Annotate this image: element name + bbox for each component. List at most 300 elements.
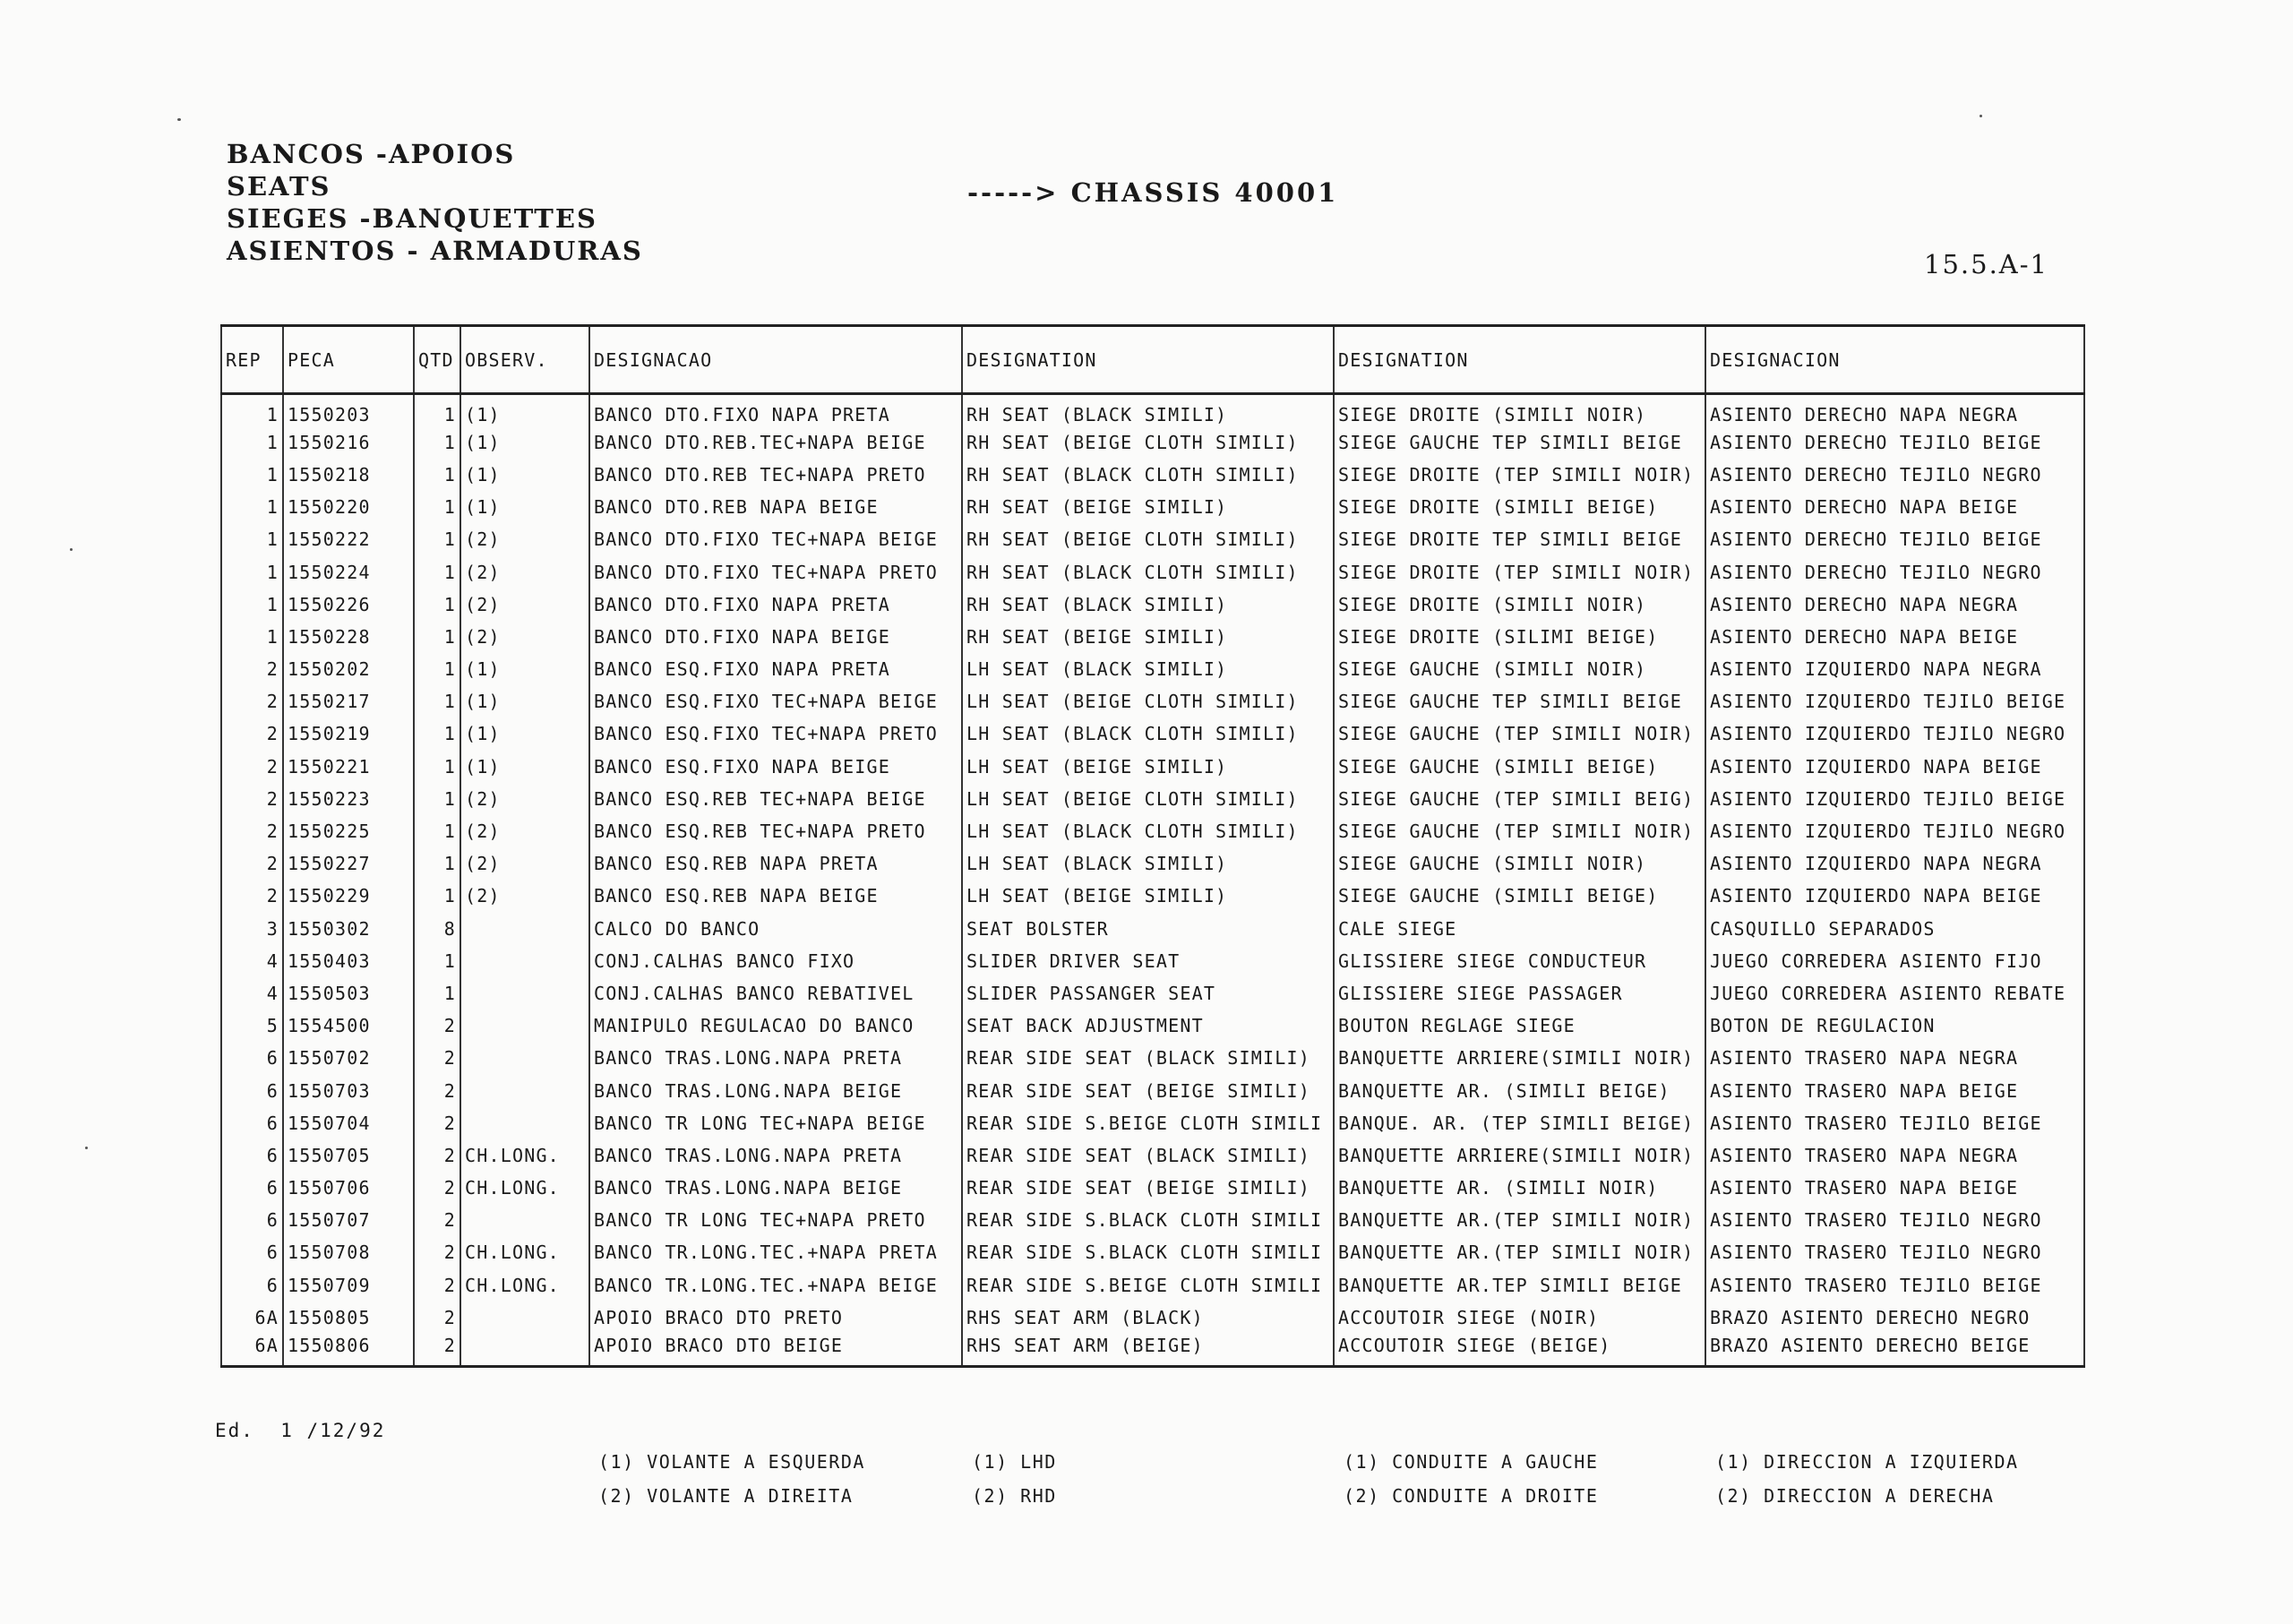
- cell-observ: [460, 1302, 589, 1334]
- title-pt: BANCOS -APOIOS: [227, 139, 516, 169]
- cell-designation-fr: BANQUETTE AR. (SIMILI NOIR): [1334, 1172, 1705, 1204]
- cell-rep: 4: [221, 945, 283, 977]
- cell-rep: 6: [221, 1107, 283, 1139]
- cell-qtd: 1: [414, 555, 460, 588]
- cell-designation-fr: ACCOUTOIR SIEGE (BEIGE): [1334, 1334, 1705, 1366]
- cell-designation-en: RH SEAT (BEIGE CLOTH SIMILI): [962, 523, 1334, 555]
- cell-rep: 6A: [221, 1334, 283, 1366]
- cell-rep: 6: [221, 1204, 283, 1236]
- cell-designacao-pt: BANCO DTO.FIXO TEC+NAPA BEIGE: [589, 523, 962, 555]
- cell-observ: (2): [460, 783, 589, 815]
- cell-qtd: 1: [414, 653, 460, 685]
- cell-peca: 1550228: [283, 621, 414, 653]
- cell-rep: 6: [221, 1139, 283, 1172]
- cell-designation-en: RH SEAT (BEIGE SIMILI): [962, 621, 1334, 653]
- cell-peca: 1550203: [283, 394, 414, 426]
- cell-designacion-es: ASIENTO TRASERO NAPA NEGRA: [1705, 1042, 2084, 1074]
- cell-designacion-es: JUEGO CORREDERA ASIENTO REBATE: [1705, 977, 2084, 1010]
- cell-observ: [460, 1010, 589, 1042]
- legend-fr-1: (1) CONDUITE A GAUCHE: [1344, 1451, 1599, 1473]
- cell-peca: 1550503: [283, 977, 414, 1010]
- cell-observ: (1): [460, 717, 589, 750]
- cell-designation-en: SEAT BACK ADJUSTMENT: [962, 1010, 1334, 1042]
- cell-peca: 1550709: [283, 1269, 414, 1302]
- cell-peca: 1550227: [283, 847, 414, 880]
- cell-designation-en: LH SEAT (BEIGE SIMILI): [962, 751, 1334, 783]
- table-row: [221, 589, 2084, 621]
- cell-designacao-pt: BANCO DTO.REB NAPA BEIGE: [589, 491, 962, 523]
- legend-en-2: (2) RHD: [972, 1485, 1057, 1507]
- cell-designacion-es: ASIENTO DERECHO NAPA BEIGE: [1705, 491, 2084, 523]
- cell-observ: (1): [460, 653, 589, 685]
- cell-peca: 1550702: [283, 1042, 414, 1074]
- table-row: [221, 459, 2084, 491]
- cell-rep: 5: [221, 1010, 283, 1042]
- cell-observ: [460, 1042, 589, 1074]
- cell-designation-en: REAR SIDE SEAT (BLACK SIMILI): [962, 1042, 1334, 1074]
- cell-observ: CH.LONG.: [460, 1236, 589, 1268]
- edition-date: Ed. 1 /12/92: [215, 1420, 386, 1441]
- scan-speck: [70, 548, 73, 551]
- table-header-row: [221, 326, 2084, 394]
- cell-observ: (2): [460, 847, 589, 880]
- cell-designacion-es: BRAZO ASIENTO DERECHO BEIGE: [1705, 1334, 2084, 1366]
- table-row: [221, 523, 2084, 555]
- cell-observ: [460, 945, 589, 977]
- cell-designacao-pt: CONJ.CALHAS BANCO FIXO: [589, 945, 962, 977]
- cell-qtd: 2: [414, 1172, 460, 1204]
- col-header-designation-fr: DESIGNATION: [1334, 326, 1705, 394]
- cell-designation-en: LH SEAT (BEIGE CLOTH SIMILI): [962, 783, 1334, 815]
- cell-rep: 1: [221, 589, 283, 621]
- table-row: [221, 555, 2084, 588]
- cell-qtd: 2: [414, 1107, 460, 1139]
- cell-rep: 1: [221, 459, 283, 491]
- col-header-designation-en: DESIGNATION: [962, 326, 1334, 394]
- table-row: [221, 685, 2084, 717]
- cell-designacao-pt: BANCO DTO.REB.TEC+NAPA BEIGE: [589, 426, 962, 459]
- cell-qtd: 1: [414, 426, 460, 459]
- cell-observ: CH.LONG.: [460, 1139, 589, 1172]
- cell-qtd: 1: [414, 523, 460, 555]
- scan-speck: [1980, 115, 1982, 117]
- parts-table: [220, 324, 2085, 1368]
- table-row: [221, 1042, 2084, 1074]
- cell-designation-en: LH SEAT (BLACK SIMILI): [962, 653, 1334, 685]
- table-row: [221, 945, 2084, 977]
- cell-designacion-es: ASIENTO DERECHO TEJILO NEGRO: [1705, 459, 2084, 491]
- cell-designacao-pt: APOIO BRACO DTO BEIGE: [589, 1334, 962, 1366]
- cell-designacion-es: ASIENTO IZQUIERDO TEJILO NEGRO: [1705, 717, 2084, 750]
- chassis-label: -----> CHASSIS 40001: [967, 177, 1339, 208]
- cell-designation-fr: GLISSIERE SIEGE PASSAGER: [1334, 977, 1705, 1010]
- table-body: [221, 394, 2084, 1367]
- cell-designation-en: RH SEAT (BLACK CLOTH SIMILI): [962, 459, 1334, 491]
- table-row: [221, 751, 2084, 783]
- cell-rep: 2: [221, 783, 283, 815]
- cell-designation-fr: SIEGE GAUCHE (TEP SIMILI BEIG): [1334, 783, 1705, 815]
- cell-rep: 6: [221, 1074, 283, 1106]
- legend-pt-1: (1) VOLANTE A ESQUERDA: [598, 1451, 865, 1473]
- cell-designation-en: SLIDER PASSANGER SEAT: [962, 977, 1334, 1010]
- cell-designacao-pt: BANCO TRAS.LONG.NAPA PRETA: [589, 1042, 962, 1074]
- table-row: [221, 1334, 2084, 1366]
- cell-qtd: 2: [414, 1302, 460, 1334]
- table-row: [221, 783, 2084, 815]
- cell-designacion-es: JUEGO CORREDERA ASIENTO FIJO: [1705, 945, 2084, 977]
- cell-designacion-es: ASIENTO IZQUIERDO TEJILO NEGRO: [1705, 815, 2084, 847]
- cell-qtd: 1: [414, 459, 460, 491]
- table-row: [221, 653, 2084, 685]
- cell-observ: (1): [460, 459, 589, 491]
- cell-rep: 2: [221, 751, 283, 783]
- cell-designacao-pt: CALCO DO BANCO: [589, 913, 962, 945]
- cell-peca: 1550224: [283, 555, 414, 588]
- cell-designacao-pt: BANCO TR.LONG.TEC.+NAPA PRETA: [589, 1236, 962, 1268]
- cell-designacao-pt: BANCO ESQ.REB NAPA PRETA: [589, 847, 962, 880]
- cell-designation-en: LH SEAT (BEIGE CLOTH SIMILI): [962, 685, 1334, 717]
- cell-qtd: 2: [414, 1010, 460, 1042]
- cell-peca: 1550229: [283, 880, 414, 912]
- table-row: [221, 1302, 2084, 1334]
- cell-observ: [460, 1334, 589, 1366]
- cell-designation-fr: BANQUETTE AR.(TEP SIMILI NOIR): [1334, 1204, 1705, 1236]
- cell-rep: 6: [221, 1172, 283, 1204]
- cell-designacao-pt: MANIPULO REGULACAO DO BANCO: [589, 1010, 962, 1042]
- cell-qtd: 1: [414, 685, 460, 717]
- cell-peca: 1550706: [283, 1172, 414, 1204]
- cell-designacao-pt: APOIO BRACO DTO PRETO: [589, 1302, 962, 1334]
- cell-observ: [460, 977, 589, 1010]
- cell-rep: 2: [221, 717, 283, 750]
- cell-rep: 1: [221, 426, 283, 459]
- cell-designation-en: RH SEAT (BLACK SIMILI): [962, 589, 1334, 621]
- cell-designation-en: REAR SIDE SEAT (BLACK SIMILI): [962, 1139, 1334, 1172]
- cell-designation-en: RH SEAT (BLACK CLOTH SIMILI): [962, 555, 1334, 588]
- table-row: [221, 717, 2084, 750]
- scan-speck: [85, 1147, 88, 1149]
- cell-observ: (1): [460, 394, 589, 426]
- cell-rep: 6: [221, 1042, 283, 1074]
- cell-designacao-pt: BANCO ESQ.FIXO TEC+NAPA PRETO: [589, 717, 962, 750]
- cell-designation-fr: BANQUETTE AR. (SIMILI BEIGE): [1334, 1074, 1705, 1106]
- cell-peca: 1550805: [283, 1302, 414, 1334]
- cell-designacao-pt: BANCO TR.LONG.TEC.+NAPA BEIGE: [589, 1269, 962, 1302]
- legend-en-1: (1) LHD: [972, 1451, 1057, 1473]
- cell-designacion-es: ASIENTO TRASERO TEJILO BEIGE: [1705, 1269, 2084, 1302]
- col-header-designacion-es: DESIGNACION: [1705, 326, 2084, 394]
- cell-designation-fr: SIEGE DROITE TEP SIMILI BEIGE: [1334, 523, 1705, 555]
- cell-rep: 2: [221, 685, 283, 717]
- cell-designation-fr: SIEGE DROITE (TEP SIMILI NOIR): [1334, 555, 1705, 588]
- cell-designacao-pt: BANCO DTO.FIXO NAPA PRETA: [589, 394, 962, 426]
- cell-peca: 1550223: [283, 783, 414, 815]
- cell-designacion-es: ASIENTO IZQUIERDO NAPA NEGRA: [1705, 847, 2084, 880]
- cell-peca: 1550217: [283, 685, 414, 717]
- cell-qtd: 8: [414, 913, 460, 945]
- cell-designacion-es: ASIENTO IZQUIERDO NAPA BEIGE: [1705, 751, 2084, 783]
- cell-qtd: 2: [414, 1139, 460, 1172]
- cell-designacao-pt: BANCO ESQ.REB TEC+NAPA PRETO: [589, 815, 962, 847]
- cell-designation-en: REAR SIDE S.BLACK CLOTH SIMILI: [962, 1204, 1334, 1236]
- cell-peca: 1550226: [283, 589, 414, 621]
- cell-designation-en: RH SEAT (BLACK SIMILI): [962, 394, 1334, 426]
- cell-designacao-pt: CONJ.CALHAS BANCO REBATIVEL: [589, 977, 962, 1010]
- cell-designation-fr: SIEGE DROITE (SILIMI BEIGE): [1334, 621, 1705, 653]
- cell-designacion-es: ASIENTO DERECHO NAPA NEGRA: [1705, 589, 2084, 621]
- table-row: [221, 815, 2084, 847]
- cell-peca: 1554500: [283, 1010, 414, 1042]
- cell-peca: 1550708: [283, 1236, 414, 1268]
- cell-designacao-pt: BANCO TR LONG TEC+NAPA PRETO: [589, 1204, 962, 1236]
- cell-peca: 1550222: [283, 523, 414, 555]
- cell-designation-fr: SIEGE GAUCHE (SIMILI BEIGE): [1334, 880, 1705, 912]
- cell-designacion-es: ASIENTO TRASERO TEJILO NEGRO: [1705, 1236, 2084, 1268]
- cell-designation-fr: BANQUETTE AR.TEP SIMILI BEIGE: [1334, 1269, 1705, 1302]
- cell-rep: 6A: [221, 1302, 283, 1334]
- cell-designation-fr: SIEGE GAUCHE TEP SIMILI BEIGE: [1334, 426, 1705, 459]
- cell-designation-en: LH SEAT (BLACK SIMILI): [962, 847, 1334, 880]
- cell-designacion-es: ASIENTO IZQUIERDO TEJILO BEIGE: [1705, 685, 2084, 717]
- cell-peca: 1550302: [283, 913, 414, 945]
- cell-observ: (2): [460, 815, 589, 847]
- cell-observ: [460, 1074, 589, 1106]
- cell-qtd: 2: [414, 1074, 460, 1106]
- cell-designation-en: SLIDER DRIVER SEAT: [962, 945, 1334, 977]
- cell-designacion-es: ASIENTO TRASERO TEJILO BEIGE: [1705, 1107, 2084, 1139]
- cell-designation-fr: BOUTON REGLAGE SIEGE: [1334, 1010, 1705, 1042]
- cell-designation-en: LH SEAT (BEIGE SIMILI): [962, 880, 1334, 912]
- table-row: [221, 913, 2084, 945]
- title-fr: SIEGES -BANQUETTES: [227, 203, 597, 234]
- table-row: [221, 394, 2084, 426]
- cell-designacao-pt: BANCO TRAS.LONG.NAPA BEIGE: [589, 1172, 962, 1204]
- cell-peca: 1550220: [283, 491, 414, 523]
- cell-rep: 1: [221, 394, 283, 426]
- cell-observ: (2): [460, 523, 589, 555]
- cell-qtd: 1: [414, 621, 460, 653]
- table-row: [221, 426, 2084, 459]
- cell-qtd: 1: [414, 977, 460, 1010]
- cell-rep: 3: [221, 913, 283, 945]
- cell-qtd: 1: [414, 815, 460, 847]
- cell-designation-fr: SIEGE DROITE (SIMILI NOIR): [1334, 589, 1705, 621]
- cell-peca: 1550202: [283, 653, 414, 685]
- cell-designation-fr: GLISSIERE SIEGE CONDUCTEUR: [1334, 945, 1705, 977]
- cell-observ: (2): [460, 621, 589, 653]
- cell-designation-fr: SIEGE GAUCHE (SIMILI NOIR): [1334, 653, 1705, 685]
- cell-peca: 1550216: [283, 426, 414, 459]
- cell-designation-fr: SIEGE GAUCHE TEP SIMILI BEIGE: [1334, 685, 1705, 717]
- cell-peca: 1550704: [283, 1107, 414, 1139]
- page-reference: 15.5.A-1: [1924, 249, 2048, 279]
- cell-qtd: 1: [414, 847, 460, 880]
- cell-designacao-pt: BANCO DTO.FIXO NAPA BEIGE: [589, 621, 962, 653]
- legend-pt-2: (2) VOLANTE A DIREITA: [598, 1485, 854, 1507]
- table-row: [221, 621, 2084, 653]
- cell-designation-en: LH SEAT (BLACK CLOTH SIMILI): [962, 717, 1334, 750]
- cell-designacion-es: ASIENTO TRASERO NAPA NEGRA: [1705, 1139, 2084, 1172]
- col-header-observ: OBSERV.: [460, 326, 589, 394]
- col-header-qtd: QTD: [414, 326, 460, 394]
- cell-designation-en: REAR SIDE SEAT (BEIGE SIMILI): [962, 1074, 1334, 1106]
- cell-qtd: 2: [414, 1269, 460, 1302]
- cell-qtd: 1: [414, 945, 460, 977]
- cell-rep: 2: [221, 815, 283, 847]
- cell-designation-en: REAR SIDE SEAT (BEIGE SIMILI): [962, 1172, 1334, 1204]
- cell-rep: 1: [221, 555, 283, 588]
- cell-rep: 2: [221, 880, 283, 912]
- cell-observ: CH.LONG.: [460, 1172, 589, 1204]
- cell-qtd: 2: [414, 1042, 460, 1074]
- cell-qtd: 1: [414, 880, 460, 912]
- cell-designacion-es: ASIENTO IZQUIERDO TEJILO BEIGE: [1705, 783, 2084, 815]
- table-row: [221, 880, 2084, 912]
- cell-peca: 1550403: [283, 945, 414, 977]
- cell-rep: 6: [221, 1269, 283, 1302]
- table-row: [221, 1139, 2084, 1172]
- col-header-rep: REP: [221, 326, 283, 394]
- table-row: [221, 1269, 2084, 1302]
- cell-designation-en: RH SEAT (BEIGE SIMILI): [962, 491, 1334, 523]
- cell-peca: 1550707: [283, 1204, 414, 1236]
- cell-designacion-es: ASIENTO IZQUIERDO NAPA NEGRA: [1705, 653, 2084, 685]
- cell-designacion-es: ASIENTO DERECHO NAPA BEIGE: [1705, 621, 2084, 653]
- cell-peca: 1550219: [283, 717, 414, 750]
- cell-rep: 2: [221, 847, 283, 880]
- cell-observ: (1): [460, 685, 589, 717]
- table-row: [221, 1236, 2084, 1268]
- cell-designacao-pt: BANCO TRAS.LONG.NAPA BEIGE: [589, 1074, 962, 1106]
- cell-designation-fr: SIEGE GAUCHE (SIMILI BEIGE): [1334, 751, 1705, 783]
- cell-rep: 1: [221, 621, 283, 653]
- cell-designation-fr: CALE SIEGE: [1334, 913, 1705, 945]
- cell-observ: (2): [460, 555, 589, 588]
- cell-designation-fr: SIEGE GAUCHE (SIMILI NOIR): [1334, 847, 1705, 880]
- cell-designation-en: LH SEAT (BLACK CLOTH SIMILI): [962, 815, 1334, 847]
- legend-es-1: (1) DIRECCION A IZQUIERDA: [1715, 1451, 2019, 1473]
- cell-designation-fr: SIEGE DROITE (SIMILI NOIR): [1334, 394, 1705, 426]
- cell-peca: 1550806: [283, 1334, 414, 1366]
- cell-qtd: 2: [414, 1204, 460, 1236]
- cell-designacao-pt: BANCO DTO.FIXO TEC+NAPA PRETO: [589, 555, 962, 588]
- cell-designation-en: REAR SIDE S.BEIGE CLOTH SIMILI: [962, 1107, 1334, 1139]
- cell-rep: 4: [221, 977, 283, 1010]
- table-row: [221, 491, 2084, 523]
- cell-designation-fr: SIEGE DROITE (SIMILI BEIGE): [1334, 491, 1705, 523]
- cell-peca: 1550703: [283, 1074, 414, 1106]
- cell-designation-en: REAR SIDE S.BEIGE CLOTH SIMILI: [962, 1269, 1334, 1302]
- cell-designacion-es: CASQUILLO SEPARADOS: [1705, 913, 2084, 945]
- cell-designation-fr: ACCOUTOIR SIEGE (NOIR): [1334, 1302, 1705, 1334]
- cell-designation-fr: BANQUE. AR. (TEP SIMILI BEIGE): [1334, 1107, 1705, 1139]
- cell-designacao-pt: BANCO ESQ.REB TEC+NAPA BEIGE: [589, 783, 962, 815]
- title-es: ASIENTOS - ARMADURAS: [227, 236, 643, 266]
- cell-qtd: 2: [414, 1334, 460, 1366]
- cell-rep: 2: [221, 653, 283, 685]
- cell-peca: 1550705: [283, 1139, 414, 1172]
- cell-observ: [460, 1107, 589, 1139]
- cell-peca: 1550225: [283, 815, 414, 847]
- cell-observ: (2): [460, 589, 589, 621]
- cell-designacion-es: ASIENTO DERECHO TEJILO NEGRO: [1705, 555, 2084, 588]
- cell-designacion-es: ASIENTO DERECHO NAPA NEGRA: [1705, 394, 2084, 426]
- cell-designation-fr: BANQUETTE ARRIERE(SIMILI NOIR): [1334, 1042, 1705, 1074]
- cell-qtd: 1: [414, 491, 460, 523]
- title-en: SEATS: [227, 171, 331, 202]
- cell-designation-en: RHS SEAT ARM (BLACK): [962, 1302, 1334, 1334]
- cell-designacao-pt: BANCO TRAS.LONG.NAPA PRETA: [589, 1139, 962, 1172]
- cell-designation-fr: SIEGE GAUCHE (TEP SIMILI NOIR): [1334, 717, 1705, 750]
- cell-designation-en: REAR SIDE S.BLACK CLOTH SIMILI: [962, 1236, 1334, 1268]
- cell-designation-fr: BANQUETTE ARRIERE(SIMILI NOIR): [1334, 1139, 1705, 1172]
- cell-designacion-es: ASIENTO DERECHO TEJILO BEIGE: [1705, 426, 2084, 459]
- cell-observ: (1): [460, 751, 589, 783]
- legend-es-2: (2) DIRECCION A DERECHA: [1715, 1485, 1995, 1507]
- cell-qtd: 1: [414, 717, 460, 750]
- cell-designation-en: SEAT BOLSTER: [962, 913, 1334, 945]
- cell-designacao-pt: BANCO TR LONG TEC+NAPA BEIGE: [589, 1107, 962, 1139]
- cell-designacao-pt: BANCO DTO.FIXO NAPA PRETA: [589, 589, 962, 621]
- cell-observ: [460, 1204, 589, 1236]
- cell-rep: 6: [221, 1236, 283, 1268]
- cell-observ: (1): [460, 491, 589, 523]
- cell-designacion-es: ASIENTO DERECHO TEJILO BEIGE: [1705, 523, 2084, 555]
- cell-observ: CH.LONG.: [460, 1269, 589, 1302]
- cell-qtd: 1: [414, 751, 460, 783]
- table-row: [221, 847, 2084, 880]
- cell-peca: 1550221: [283, 751, 414, 783]
- col-header-designacao-pt: DESIGNACAO: [589, 326, 962, 394]
- cell-observ: [460, 913, 589, 945]
- cell-designacion-es: ASIENTO TRASERO TEJILO NEGRO: [1705, 1204, 2084, 1236]
- cell-observ: (2): [460, 880, 589, 912]
- table-row: [221, 1172, 2084, 1204]
- cell-designacion-es: ASIENTO TRASERO NAPA BEIGE: [1705, 1074, 2084, 1106]
- cell-qtd: 2: [414, 1236, 460, 1268]
- cell-rep: 1: [221, 523, 283, 555]
- cell-designation-fr: SIEGE DROITE (TEP SIMILI NOIR): [1334, 459, 1705, 491]
- table-row: [221, 1204, 2084, 1236]
- cell-designacion-es: ASIENTO IZQUIERDO NAPA BEIGE: [1705, 880, 2084, 912]
- cell-designacion-es: ASIENTO TRASERO NAPA BEIGE: [1705, 1172, 2084, 1204]
- table-row: [221, 977, 2084, 1010]
- cell-designacao-pt: BANCO ESQ.FIXO TEC+NAPA BEIGE: [589, 685, 962, 717]
- cell-designation-en: RH SEAT (BEIGE CLOTH SIMILI): [962, 426, 1334, 459]
- cell-peca: 1550218: [283, 459, 414, 491]
- cell-designacao-pt: BANCO DTO.REB TEC+NAPA PRETO: [589, 459, 962, 491]
- cell-designacion-es: BOTON DE REGULACION: [1705, 1010, 2084, 1042]
- table-row: [221, 1010, 2084, 1042]
- cell-designation-en: RHS SEAT ARM (BEIGE): [962, 1334, 1334, 1366]
- cell-designation-fr: SIEGE GAUCHE (TEP SIMILI NOIR): [1334, 815, 1705, 847]
- cell-observ: (1): [460, 426, 589, 459]
- cell-designation-fr: BANQUETTE AR.(TEP SIMILI NOIR): [1334, 1236, 1705, 1268]
- cell-rep: 1: [221, 491, 283, 523]
- cell-designacao-pt: BANCO ESQ.REB NAPA BEIGE: [589, 880, 962, 912]
- table-row: [221, 1107, 2084, 1139]
- cell-qtd: 1: [414, 394, 460, 426]
- cell-designacao-pt: BANCO ESQ.FIXO NAPA BEIGE: [589, 751, 962, 783]
- cell-qtd: 1: [414, 783, 460, 815]
- table-row: [221, 1074, 2084, 1106]
- scan-speck: [177, 118, 181, 121]
- col-header-peca: PECA: [283, 326, 414, 394]
- legend-fr-2: (2) CONDUITE A DROITE: [1344, 1485, 1599, 1507]
- cell-designacao-pt: BANCO ESQ.FIXO NAPA PRETA: [589, 653, 962, 685]
- cell-designacion-es: BRAZO ASIENTO DERECHO NEGRO: [1705, 1302, 2084, 1334]
- cell-qtd: 1: [414, 589, 460, 621]
